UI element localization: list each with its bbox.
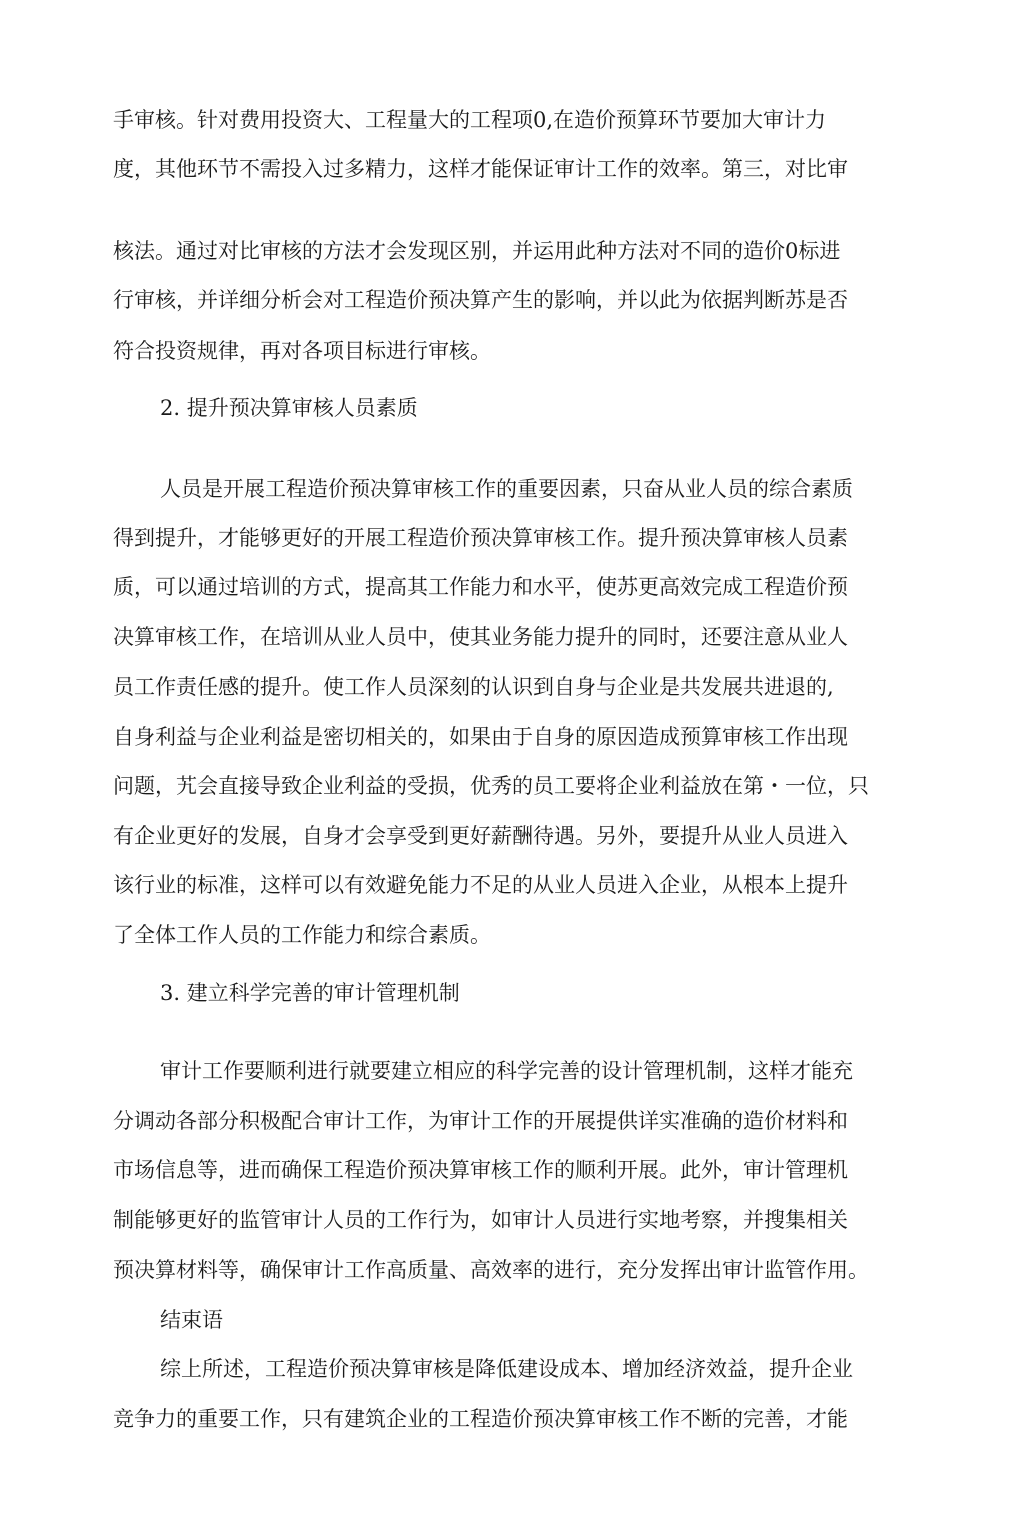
body-text-line: 了全体工作人员的工作能力和综合素质。: [113, 923, 491, 947]
section-heading: 2. 提升预决算审核人员素质: [160, 396, 418, 420]
body-text-line: 有企业更好的发展，自身才会享受到更好薪酬待遇。另外，要提升从业人员进入: [113, 824, 848, 848]
body-text-line: 分调动各部分积极配合审计工作，为审计工作的开展提供详实准确的造价材料和: [113, 1109, 848, 1133]
body-text-line: 得到提升，才能够更好的开展工程造价预决算审核工作。提升预决算审核人员素: [113, 526, 848, 550]
paragraph-first-line: 综上所述，工程造价预决算审核是降低建设成本、增加经济效益，提升企业: [160, 1357, 853, 1381]
body-text-line: 手审核。针对费用投资大、工程量大的工程项0,在造价预算环节要加大审计力: [113, 108, 827, 132]
body-text-line: 质，可以通过培训的方式，提高其工作能力和水平，使苏更高效完成工程造价预: [113, 575, 848, 599]
body-text-line: 问题，艽会直接导致企业利益的受损，优秀的员工要将企业利益放在第・一位，只: [113, 774, 869, 798]
body-text-line: 核法。通过对比审核的方法才会发现区别，并运用此种方法对不同的造价0标进: [113, 239, 841, 263]
body-text-line: 员工作责任感的提升。使工作人员深刻的认识到自身与企业是共发展共进退的,: [113, 675, 834, 699]
body-text-line: 预决算材料等，确保审计工作高质量、高效率的进行，充分发挥出审计监管作用。: [113, 1258, 869, 1282]
section-heading: 3. 建立科学完善的审计管理机制: [160, 981, 460, 1005]
body-text-line: 竞争力的重要工作，只有建筑企业的工程造价预决算审核工作不断的完善，才能: [113, 1407, 848, 1431]
body-text-line: 该行业的标准，这样可以有效避免能力不足的从业人员进入企业，从根本上提升: [113, 873, 848, 897]
body-text-line: 自身利益与企业利益是密切相关的，如果由于自身的原因造成预算审核工作出现: [113, 725, 848, 749]
section-heading: 结束语: [160, 1308, 223, 1332]
body-text-line: 符合投资规律，再对各项目标进行审核。: [113, 339, 491, 363]
body-text-line: 决算审核工作，在培训从业人员中，使其业务能力提升的同时，还要注意从业人: [113, 625, 848, 649]
body-text-line: 行审核，并详细分析会对工程造价预决算产生的影响，并以此为依据判断苏是否: [113, 288, 848, 312]
body-text-line: 市场信息等，进而确保工程造价预决算审核工作的顺利开展。此外，审计管理机: [113, 1158, 848, 1182]
paragraph-first-line: 审计工作要顺利进行就要建立相应的科学完善的设计管理机制，这样才能充: [160, 1059, 853, 1083]
body-text-line: 制能够更好的监管审计人员的工作行为，如审计人员进行实地考察，并搜集相关: [113, 1208, 848, 1232]
body-text-line: 度，其他环节不需投入过多精力，这样才能保证审计工作的效率。第三，对比审: [113, 157, 848, 181]
paragraph-first-line: 人员是开展工程造价预决算审核工作的重要因素，只奋从业人员的综合素质: [160, 477, 853, 501]
